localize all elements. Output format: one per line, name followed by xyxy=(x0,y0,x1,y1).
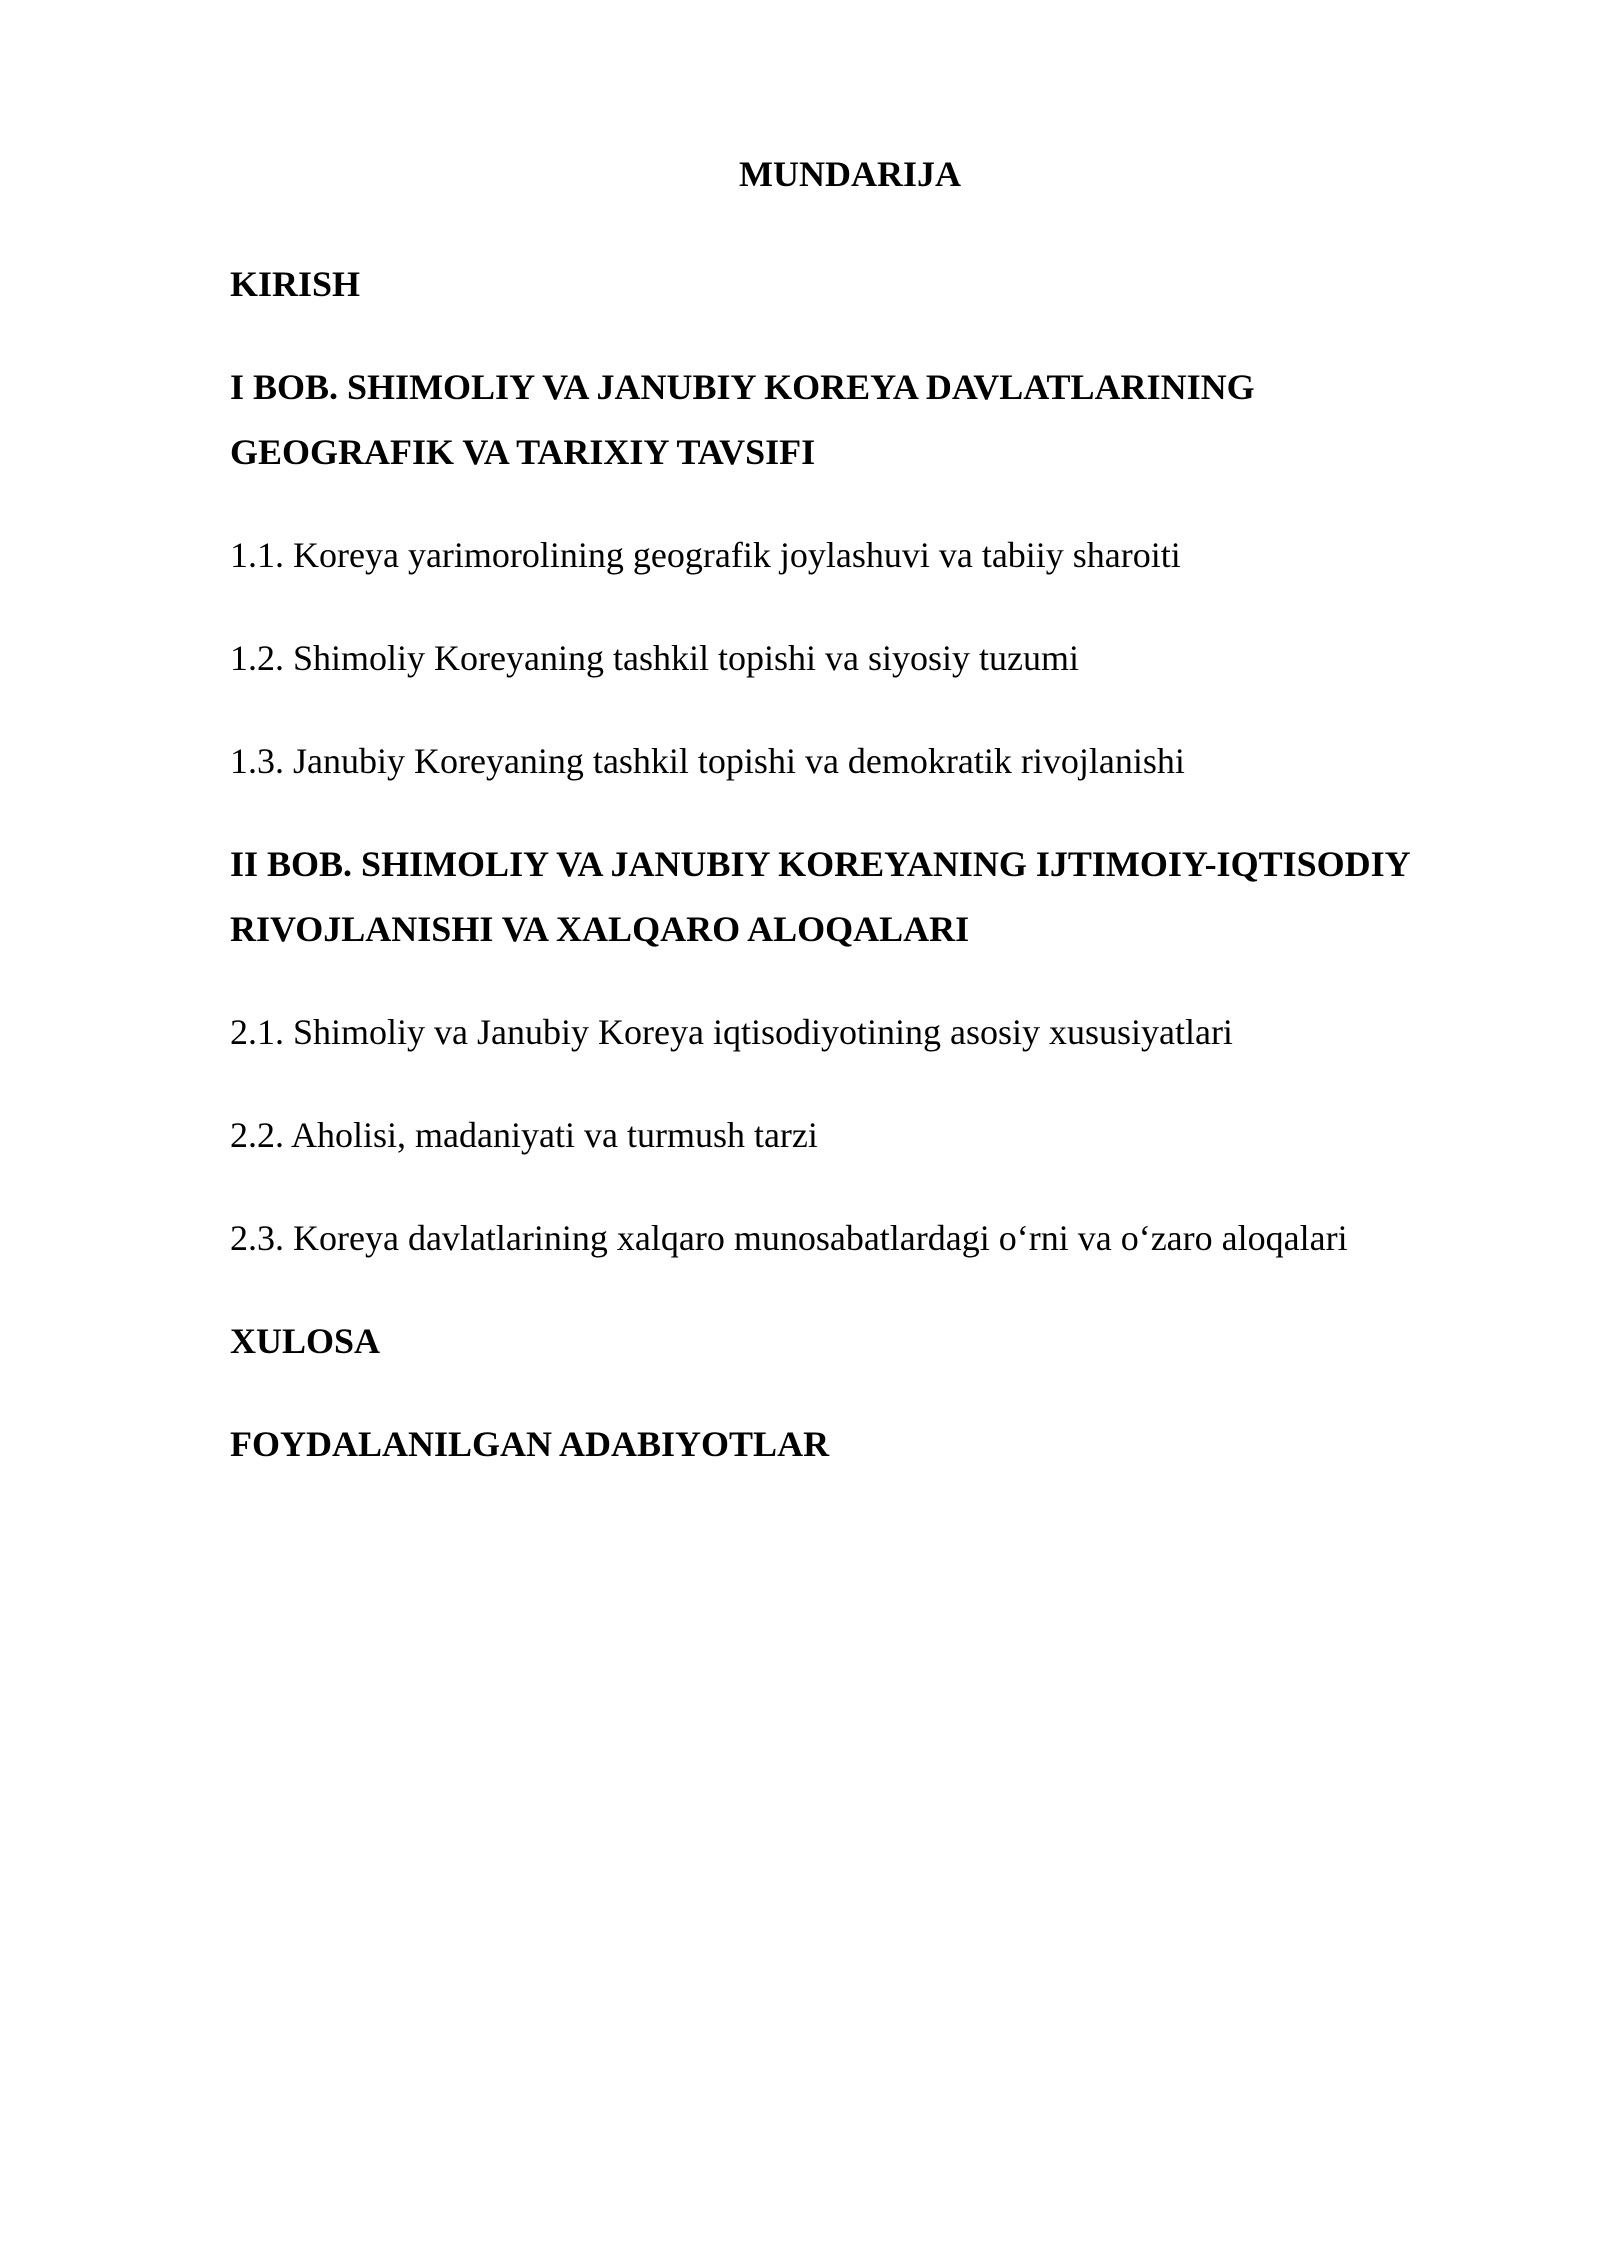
spacer xyxy=(230,485,1480,523)
spacer xyxy=(230,962,1480,1000)
toc-entry-line: I BOB. SHIMOLIY VA JANUBIY KOREYA DAVLATLARINING xyxy=(230,367,1255,407)
toc-entry-line: 1.3. Janubiy Koreyaning tashkil topishi va demokratik rivojlanishi xyxy=(230,741,1185,781)
toc-entry-chapter-1 xyxy=(230,355,1480,485)
spacer xyxy=(230,317,1480,355)
toc-entry-xulosa xyxy=(230,1309,1480,1374)
toc-entry-section-2-1 xyxy=(230,1000,1480,1065)
spacer xyxy=(230,794,1480,832)
toc-entry-section-2-2 xyxy=(230,1103,1480,1168)
spacer xyxy=(230,1168,1480,1206)
toc-entry-section-2-3 xyxy=(230,1206,1480,1271)
toc-entry-line: RIVOJLANISHI VA XALQARO ALOQALARI xyxy=(230,909,970,949)
toc-entry-chapter-2 xyxy=(230,832,1480,962)
toc-entry-line: FOYDALANILGAN ADABIYOTLAR xyxy=(230,1424,830,1464)
toc-entry-line: 2.3. Koreya davlatlarining xalqaro munosabatlardagi o‘rni va o‘zaro aloqalari xyxy=(230,1218,1348,1258)
toc-entry-line: 1.1. Koreya yarimorolining geografik joylashuvi va tabiiy sharoiti xyxy=(230,535,1181,575)
toc-entry-section-1-2 xyxy=(230,626,1480,691)
toc-entry-line: GEOGRAFIK VA TARIXIY TAVSIFI xyxy=(230,432,816,472)
toc-entry-section-1-1 xyxy=(230,523,1480,588)
toc-entry-bibliography xyxy=(230,1412,1480,1477)
spacer xyxy=(230,1271,1480,1309)
spacer xyxy=(230,588,1480,626)
toc-entry-kirish xyxy=(230,252,1480,317)
toc-entry-line: 2.1. Shimoliy va Janubiy Koreya iqtisodiyotining asosiy xususiyatlari xyxy=(230,1012,1233,1052)
spacer xyxy=(230,691,1480,729)
toc-entry-line: XULOSA xyxy=(230,1321,381,1361)
toc-entry-line: 1.2. Shimoliy Koreyaning tashkil topishi va siyosiy tuzumi xyxy=(230,638,1079,678)
toc-entry-line: 2.2. Aholisi, madaniyati va turmush tarzi xyxy=(230,1115,818,1155)
spacer xyxy=(230,1374,1480,1412)
spacer xyxy=(230,1065,1480,1103)
page-title: MUNDARIJA xyxy=(739,154,961,194)
toc-entry-line: KIRISH xyxy=(230,264,361,304)
toc-entry-section-1-3 xyxy=(230,729,1480,794)
table-of-contents xyxy=(230,252,1480,1477)
toc-entry-line: II BOB. SHIMOLIY VA JANUBIY KOREYANING IJTIMOIY-IQTISODIY xyxy=(230,844,1411,884)
